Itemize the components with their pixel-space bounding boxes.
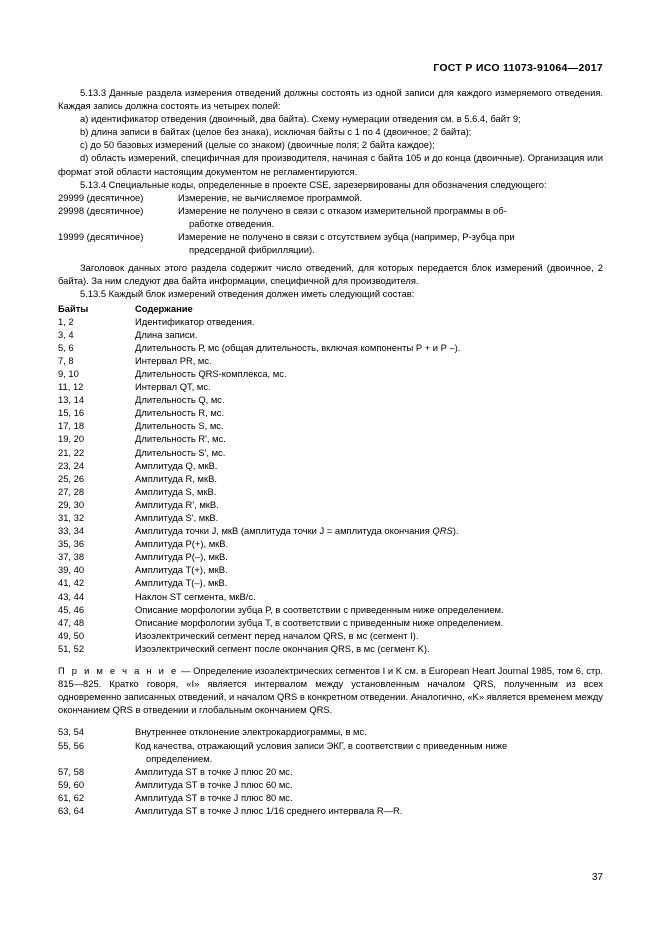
code-description-cont: работке отведения. — [189, 217, 275, 229]
row-content-cont: определением. — [146, 752, 213, 764]
code-row — [58, 204, 603, 230]
row-content: Амплитуда R, мкВ. — [135, 472, 217, 484]
row-bytes: 57, 58 — [58, 765, 85, 777]
table-row — [58, 367, 603, 380]
code-row — [58, 230, 603, 256]
bytes-table-header — [58, 302, 603, 315]
code-description-text: Измерение не получено в связи с отсутствием зубца (например, P-зубца при — [178, 231, 515, 243]
code-description-text: Измерение, не вычисляемое программой. — [178, 191, 363, 203]
row-bytes: 21, 22 — [58, 446, 85, 458]
table-row — [58, 537, 603, 550]
code-description — [178, 230, 603, 256]
row-bytes: 61, 62 — [58, 791, 85, 803]
row-bytes: 53, 54 — [58, 726, 85, 738]
row-content: Длительность R, мс. — [135, 407, 225, 419]
table-row — [58, 725, 603, 738]
paragraph-5-13-4: 5.13.4 Специальные коды, определенные в проекте CSE, зарезервированы для обозначения следующего: — [80, 178, 547, 190]
row-content: Амплитуда S', мкВ. — [135, 512, 219, 523]
code-value: 19999 (десятичное) — [58, 231, 144, 243]
page-number: 37 — [591, 872, 603, 883]
table-row — [58, 778, 603, 791]
paragraph-5-13-5: 5.13.5 Каждый блок измерений отведения должен иметь следующий состав: — [80, 288, 415, 300]
code-row — [58, 191, 603, 204]
row-bytes: 15, 16 — [58, 407, 85, 419]
paragraph-section-header-data: Заголовок данных этого раздела содержит число отведений, для которых передается блок измерений (двоичное, 2 байта). За ним следуют два байта информации, специфичной для производителя. — [58, 262, 603, 287]
row-bytes: 3, 4 — [58, 328, 74, 340]
table-row — [58, 804, 603, 817]
table-row — [58, 432, 603, 445]
table-row — [58, 472, 603, 485]
row-bytes: 33, 34 — [58, 525, 85, 537]
row-bytes: 43, 44 — [58, 590, 85, 602]
row-content: Амплитуда R', мкВ. — [135, 498, 219, 510]
row-content: Наклон ST сегмента, мкВ/с. — [135, 590, 256, 602]
table-row — [58, 315, 603, 328]
row-content: Длина записи. — [135, 328, 198, 340]
row-content: Интервал QT, мс. — [135, 381, 211, 393]
code-description — [178, 204, 603, 230]
paragraph-item-c: c) до 50 базовых измерений (целые со знаком) (двоичные поля; 2 байта каждое); — [80, 139, 435, 151]
row-bytes: 23, 24 — [58, 459, 85, 471]
row-bytes: 55, 56 — [58, 739, 85, 751]
table-row — [58, 616, 603, 629]
row-bytes: 17, 18 — [58, 420, 85, 432]
row-content: Амплитуда P(–), мкВ. — [135, 551, 228, 563]
table-row — [58, 765, 603, 778]
row-content: Длительность QRS-комплекса, мс. — [135, 367, 287, 379]
row-bytes: 63, 64 — [58, 804, 85, 816]
row-content: Амплитуда ST в точке J плюс 60 мс. — [135, 778, 293, 790]
table-row — [58, 419, 603, 432]
table-row — [58, 485, 603, 498]
code-value: 29998 (десятичное) — [58, 204, 144, 216]
table-row — [58, 446, 603, 459]
table-row — [58, 459, 603, 472]
row-content: Амплитуда Q, мкВ. — [135, 459, 218, 471]
table-row — [58, 354, 603, 367]
row-bytes: 35, 36 — [58, 538, 85, 550]
table-row — [58, 603, 603, 616]
row-content: Амплитуда ST в точке J плюс 20 мс. — [135, 765, 293, 777]
bytes-table-body — [58, 315, 603, 655]
row-content: Изоэлектрический сегмент после окончания QRS, в мс (сегмент K). — [135, 642, 430, 654]
row-content-text: Код качества, отражающий условия записи ЭКГ, в соответствии с приведенным ниже — [135, 739, 508, 751]
code-description — [178, 191, 603, 204]
row-content: Описание морфологии зубца T, в соответствии с приведенным ниже определением. — [135, 616, 504, 628]
row-content: Длительность Р, мс (общая длительность, включая компоненты Р + и Р –). — [135, 341, 461, 353]
row-content: Длительность Q, мс. — [135, 394, 225, 406]
row-content: Интервал PR, мс. — [135, 354, 212, 366]
table-row — [58, 341, 603, 354]
row-content: Длительность S, мс. — [135, 420, 224, 432]
table-row — [58, 498, 603, 511]
row-bytes: 5, 6 — [58, 341, 74, 353]
row-bytes: 59, 60 — [58, 778, 85, 790]
row-content: Идентификатор отведения. — [135, 315, 255, 327]
row-content: Амплитуда ST в точке J плюс 1/16 среднего интервала R—R. — [135, 804, 403, 816]
row-bytes: 39, 40 — [58, 564, 85, 576]
row-bytes: 1, 2 — [58, 315, 74, 327]
table-row — [58, 563, 603, 576]
row-content: Изоэлектрический сегмент перед началом QRS, в мс (сегмент I). — [135, 629, 419, 641]
row-content — [135, 739, 603, 765]
row-content: Внутреннее отклонение электрокардиограммы, в мс. — [135, 726, 367, 738]
table-row — [58, 511, 603, 524]
page-content — [58, 86, 603, 817]
table-row — [58, 791, 603, 804]
table-row — [58, 576, 603, 589]
row-bytes: 11, 12 — [58, 381, 84, 393]
row-content: Амплитуда S, мкВ. — [135, 485, 217, 497]
table-row — [58, 328, 603, 341]
row-content: Описание морфологии зубца P, в соответствии с приведенным ниже определением. — [135, 603, 504, 615]
table-row — [58, 550, 603, 563]
row-bytes: 13, 14 — [58, 394, 85, 406]
paragraph-item-d: d) область измерений, специфичная для производителя, начиная с байта 105 и до конца (двоичные). Организация или формат этой области настоящим документом не регламентируются. — [58, 152, 603, 177]
table-row — [58, 393, 603, 406]
table-row — [58, 406, 603, 419]
row-content: Амплитуда T(–), мкВ. — [135, 577, 228, 589]
bytes-column-header: Байты — [58, 302, 89, 314]
row-bytes: 25, 26 — [58, 472, 85, 484]
table-row — [58, 642, 603, 655]
special-codes-list — [58, 191, 603, 256]
content-column-header: Содержание — [135, 302, 193, 314]
row-bytes: 27, 28 — [58, 485, 85, 497]
code-description-text: Измерение не получено в связи с отказом измерительной программы в об- — [178, 204, 507, 216]
row-bytes: 49, 50 — [58, 629, 85, 641]
note-label: П р и м е ч а н и е — [58, 665, 179, 677]
bytes-table-body-continued — [58, 725, 603, 817]
note-block — [58, 664, 603, 716]
table-row — [58, 380, 603, 393]
row-bytes: 19, 20 — [58, 433, 85, 445]
row-bytes: 29, 30 — [58, 498, 85, 510]
table-row — [58, 629, 603, 642]
row-bytes: 47, 48 — [58, 616, 85, 628]
row-bytes: 31, 32 — [58, 512, 85, 523]
row-bytes: 51, 52 — [58, 642, 85, 654]
paragraph-item-b: b) длина записи в байтах (целое без знака), исключая байты с 1 по 4 (двоичное; 2 байта); — [80, 126, 472, 138]
code-value: 29999 (десятичное) — [58, 191, 144, 203]
row-bytes: 9, 10 — [58, 367, 79, 379]
row-bytes: 7, 8 — [58, 354, 74, 366]
row-content: Амплитуда P(+), мкВ. — [135, 538, 229, 550]
table-row — [58, 739, 603, 765]
row-content: Амплитуда T(+), мкВ. — [135, 564, 228, 576]
row-content: Длительность R', мс. — [135, 433, 226, 445]
row-content: Длительность S', мс. — [135, 446, 226, 458]
table-row — [58, 524, 603, 537]
paragraph-item-a: a) идентификатор отведения (двоичный, два байта). Схему нумерации отведения см. в 5.6.4, байт 9; — [80, 113, 521, 125]
row-bytes: 41, 42 — [58, 577, 85, 589]
page-header: ГОСТ Р ИСО 11073-91064—2017 — [433, 62, 603, 74]
paragraph-5-13-3: 5.13.3 Данные раздела измерения отведений должны состоять из одной записи для каждого измеряемого отведения. Каждая запись должна состоять из четырех полей: — [58, 87, 603, 112]
table-row — [58, 590, 603, 603]
row-content: Амплитуда ST в точке J плюс 80 мс. — [135, 791, 293, 803]
row-content: Амплитуда точки J, мкВ (амплитуда точки J = амплитуда окончания QRS). — [135, 525, 459, 537]
note-text: — Определение изоэлектрических сегментов I и K см. в European Heart Journal 1985, том 6, стр. 815—825. Кратко говоря, «I» является интервалом между установленным началом QRS, полученным из всех одновременно записанных отведений, и началом QRS в конкретном отведении. Аналогично, «K» является временем между окончанием QRS в отведении и глобальным окончанием QRS. — [58, 665, 603, 716]
code-description-cont: предсердной фибрилляции). — [189, 244, 315, 256]
row-bytes: 37, 38 — [58, 551, 85, 563]
row-bytes: 45, 46 — [58, 603, 85, 615]
